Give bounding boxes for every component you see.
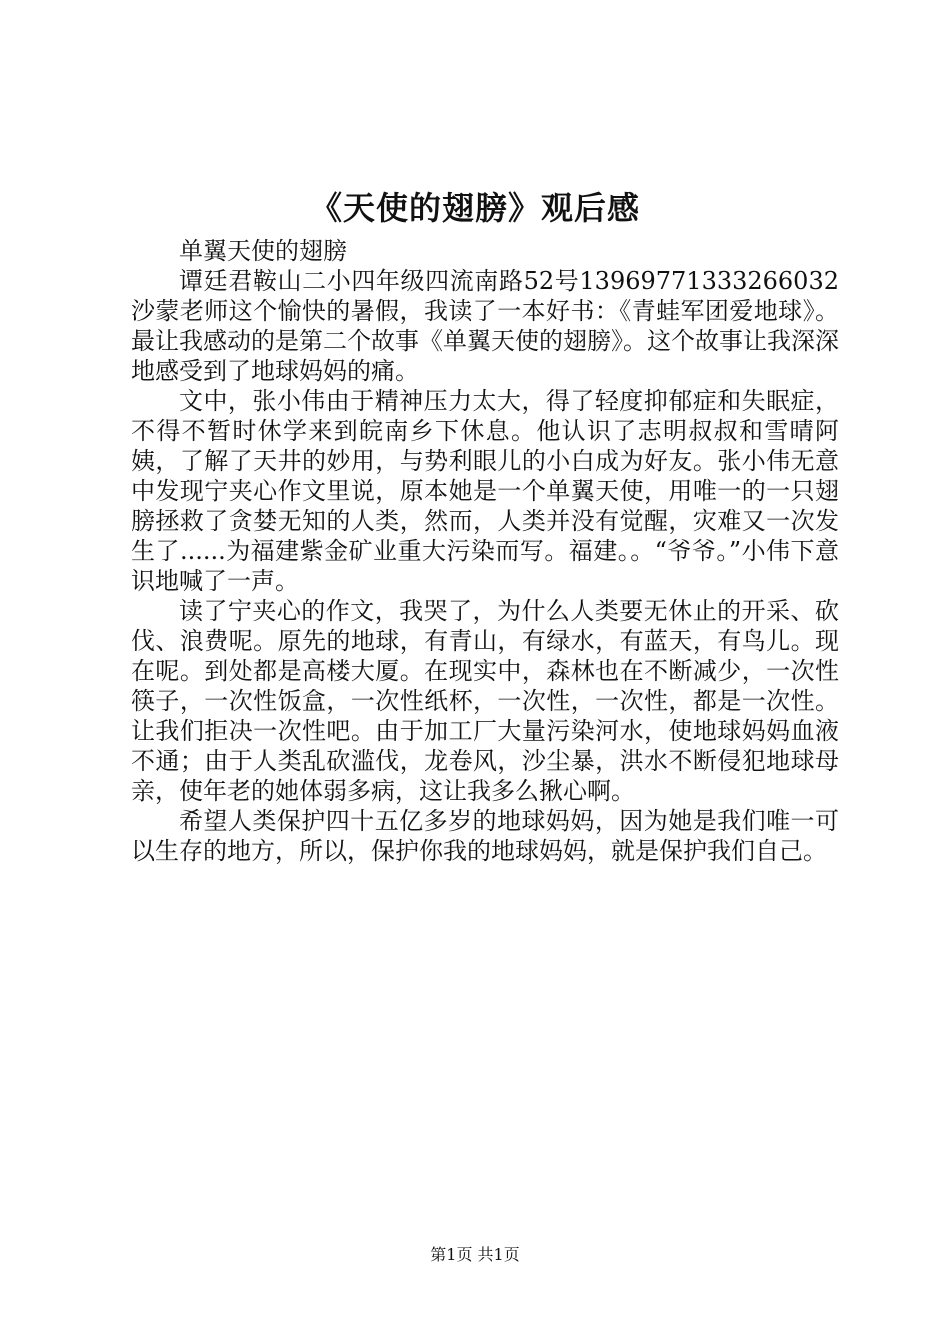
document-body: [131, 236, 839, 866]
page-footer: 第1页 共1页: [430, 1245, 520, 1264]
paragraph-reflection: 读了宁夹心的作文，我哭了，为什么人类要无休止的开采、砍伐、浪费呢。原先的地球，有青山，有绿水，有蓝天，有鸟儿。现在呢。到处都是高楼大厦。在现实中，森林也在不断减少，一次性筷子，一次性饭盒，一次性纸杯，一次性，一次性，都是一次性。让我们拒决一次性吧。由于加工厂大量污染河水，使地球妈妈血液不通；由于人类乱砍滥伐，龙卷风，沙尘暴，洪水不断侵犯地球母亲，使年老的她体弱多病，这让我多么揪心啊。: [131, 597, 839, 805]
document-title: 《天使的翅膀》观后感: [309, 189, 640, 227]
paragraph-conclusion: 希望人类保护四十五亿多岁的地球妈妈，因为她是我们唯一可以生存的地方，所以，保护你我的地球妈妈，就是保护我们自己。: [131, 807, 839, 865]
paragraph-intro: 谭廷君鞍山二小四年级四流南路52号13969771333266032沙蒙老师这个愉快的暑假，我读了一本好书：《青蛙军团爱地球》。最让我感动的是第二个故事《单翼天使的翅膀》。这个故事让我深深地感受到了地球妈妈的痛。: [131, 267, 839, 385]
paragraph-subtitle: 单翼天使的翅膀: [179, 237, 347, 265]
paragraph-story: 文中，张小伟由于精神压力太大，得了轻度抑郁症和失眠症，不得不暂时休学来到皖南乡下休息。他认识了志明叔叔和雪晴阿姨，了解了天井的妙用，与势利眼儿的小白成为好友。张小伟无意中发现宁夹心作文里说，原本她是一个单翼天使，用唯一的一只翅膀拯救了贪婪无知的人类，然而，人类并没有觉醒，灾难又一次发生了......为福建紫金矿业重大污染而写。福建。。“爷爷。”小伟下意识地喊了一声。: [131, 387, 839, 595]
